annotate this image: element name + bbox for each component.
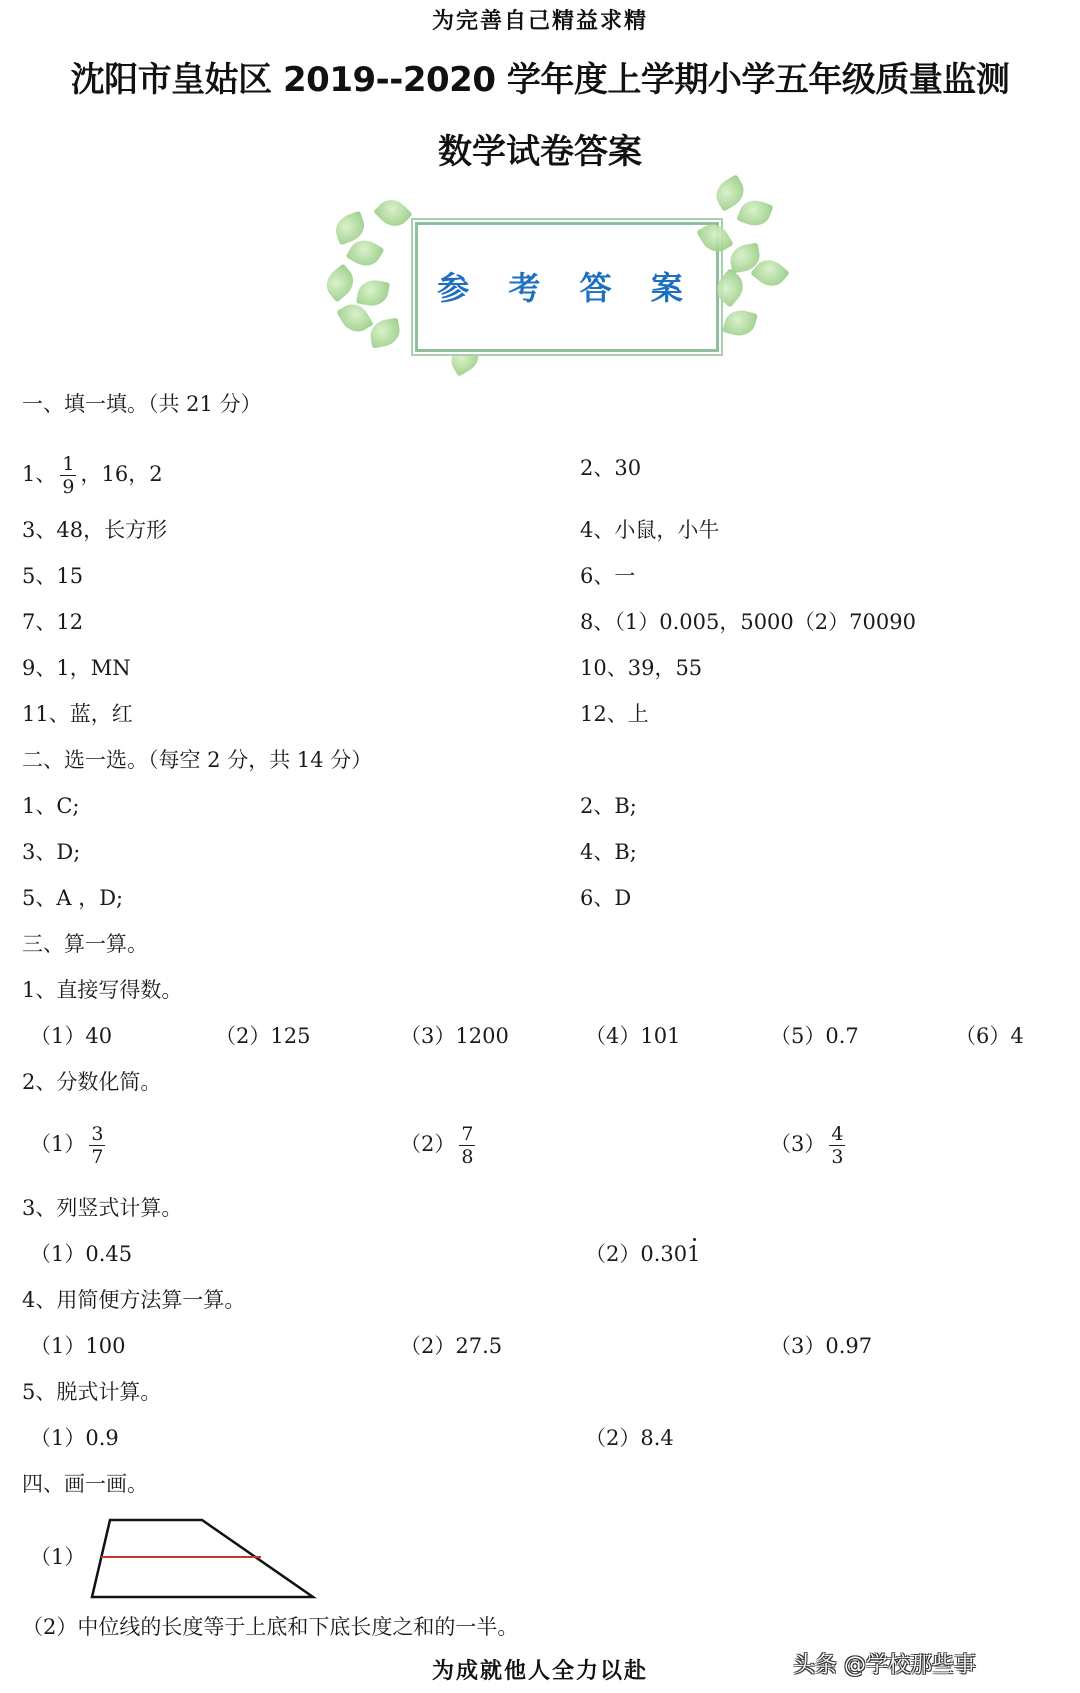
section3-heading: 三、算一算。 — [22, 932, 148, 956]
section3-part4-heading: 4、用简便方法算一算。 — [22, 1288, 246, 1312]
answer-2-4: 4、B; — [580, 840, 637, 864]
section3-part5-heading: 5、脱式计算。 — [22, 1380, 162, 1404]
bottom-motto: 为成就他人全力以赴 — [431, 1658, 648, 1684]
answer-2-2: 2、B; — [580, 794, 637, 818]
denominator: 3 — [831, 1146, 844, 1168]
trapezoid-shape — [92, 1520, 313, 1597]
numerator: 4 — [831, 1123, 844, 1145]
watermark: 头条 @学校那些事 — [793, 1653, 976, 1678]
answer-3-1-2: （2）125 — [215, 1024, 311, 1048]
answer-2-1: 1、C; — [22, 794, 80, 818]
section3-part3-heading: 3、列竖式计算。 — [22, 1196, 183, 1220]
section1-heading: 一、填一填。（共 21 分） — [22, 392, 262, 416]
top-motto: 为完善自己精益求精 — [431, 8, 648, 34]
answer-4-2: （2）中位线的长度等于上底和下底长度之和的一半。 — [22, 1615, 519, 1639]
denominator: 7 — [91, 1146, 104, 1168]
figure-label: （1） — [30, 1545, 86, 1569]
answer-1-4: 4、小鼠，小牛 — [580, 518, 720, 542]
answer-3-3-1: （1）0.45 — [30, 1242, 133, 1266]
numerator: 3 — [91, 1123, 104, 1145]
answer-label: （2） — [585, 1242, 641, 1266]
answer-1-9: 9、1，MN — [22, 656, 131, 680]
numerator: 1 — [62, 453, 75, 475]
document-title: 沈阳市皇姑区 2019--2020 学年度上学期小学五年级质量监测 — [70, 60, 1010, 100]
item-prefix: 1、 — [22, 462, 57, 486]
answer-2-5: 5、A ，D; — [22, 886, 124, 910]
answer-1-11: 11、蓝，红 — [22, 702, 133, 726]
decimal-value: 0.30 — [640, 1242, 688, 1266]
denominator: 9 — [62, 476, 75, 498]
answer-3-5-2: （2）8.4 — [585, 1426, 674, 1450]
answer-3-1-3: （3）1200 — [400, 1024, 509, 1048]
denominator: 8 — [461, 1146, 474, 1168]
answer-1-2: 2、30 — [580, 456, 642, 480]
section2-heading: 二、选一选。（每空 2 分，共 14 分） — [22, 748, 373, 772]
answer-1-10: 10、39，55 — [580, 656, 703, 680]
answer-1-6: 6、一 — [580, 564, 636, 588]
answer-label: （1） — [30, 1132, 86, 1156]
answer-3-5-1: （1）0.9 — [30, 1426, 119, 1450]
item-suffix: ，16，2 — [80, 462, 163, 486]
answer-3-1-5: （5）0.7 — [770, 1024, 859, 1048]
answer-2-3: 3、D; — [22, 840, 81, 864]
answer-3-4-3: （3）0.97 — [770, 1334, 873, 1358]
answer-1-3: 3、48，长方形 — [22, 518, 168, 542]
document-subtitle: 数学试卷答案 — [438, 132, 642, 172]
banner-label: 参 考 答 案 — [437, 269, 697, 307]
repeating-digit: 1 — [687, 1242, 701, 1266]
answer-3-1-4: （4）101 — [585, 1024, 681, 1048]
answer-label: （2） — [400, 1132, 456, 1156]
answer-1-7: 7、12 — [22, 610, 84, 634]
answer-1-5: 5、15 — [22, 564, 84, 588]
answer-3-1-6: （6）4 — [955, 1024, 1024, 1048]
section4-heading: 四、画一画。 — [22, 1472, 148, 1496]
section3-part2-heading: 2、分数化简。 — [22, 1070, 162, 1094]
answer-3-4-1: （1）100 — [30, 1334, 126, 1358]
answer-1-12: 12、上 — [580, 702, 649, 726]
answer-label: （3） — [770, 1132, 826, 1156]
numerator: 7 — [461, 1123, 474, 1145]
section3-part1-heading: 1、直接写得数。 — [22, 978, 183, 1002]
answer-3-1-1: （1）40 — [30, 1024, 113, 1048]
answer-1-8: 8、（1）0.005，5000（2）70090 — [580, 610, 916, 634]
answer-3-4-2: （2）27.5 — [400, 1334, 503, 1358]
answer-2-6: 6、D — [580, 886, 632, 910]
